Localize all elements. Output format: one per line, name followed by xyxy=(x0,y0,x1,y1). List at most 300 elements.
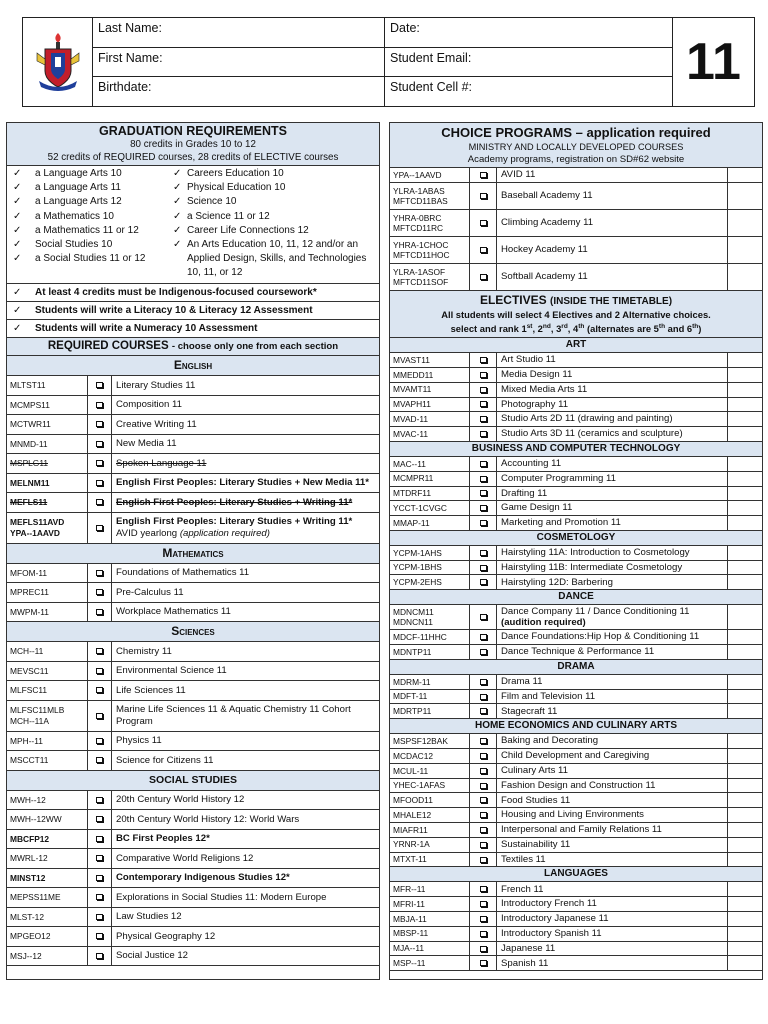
course-row xyxy=(390,457,762,472)
course-checkbox[interactable] xyxy=(88,603,112,622)
course-code-primary: MBSP-11 xyxy=(393,928,429,939)
course-checkbox[interactable] xyxy=(470,823,497,837)
course-checkbox[interactable] xyxy=(88,435,112,454)
required-section-header: English xyxy=(7,356,379,376)
course-name-line: Chemistry 11 xyxy=(116,645,172,657)
course-row xyxy=(390,793,762,808)
course-checkbox[interactable] xyxy=(470,704,497,718)
checkbox-icon xyxy=(480,274,487,280)
course-checkbox[interactable] xyxy=(88,396,112,415)
course-checkbox[interactable] xyxy=(470,605,497,629)
course-row xyxy=(390,779,762,794)
rank-cell[interactable] xyxy=(727,690,762,704)
rank-cell[interactable] xyxy=(727,823,762,837)
course-code xyxy=(7,927,88,946)
course-code-primary: MVAD-11 xyxy=(393,413,429,424)
elective-section-header: DRAMA xyxy=(390,660,762,675)
course-row xyxy=(7,869,379,889)
course-checkbox[interactable] xyxy=(88,454,112,473)
course-name xyxy=(497,413,727,425)
grad-note-row xyxy=(7,320,379,338)
checkmark-icon: ✓ xyxy=(13,305,22,316)
checkbox-icon xyxy=(480,886,487,892)
course-checkbox[interactable] xyxy=(88,751,112,770)
course-code-primary: YLRA-1ASOF xyxy=(393,266,446,277)
course-name-line: Housing and Living Environments xyxy=(501,809,644,821)
rank-cell[interactable] xyxy=(727,779,762,793)
course-checkbox[interactable] xyxy=(470,383,497,397)
course-name-line: Art Studio 11 xyxy=(501,354,556,366)
course-code xyxy=(390,749,470,763)
course-code-primary: MLST-12 xyxy=(10,911,44,922)
rank-cell[interactable] xyxy=(727,237,762,263)
checkbox-icon xyxy=(96,894,103,900)
checkmark-icon: ✓ xyxy=(13,253,22,265)
course-code-primary: YPA--1AAVD xyxy=(393,169,442,180)
course-code-primary: MINST12 xyxy=(10,872,46,883)
course-row xyxy=(7,603,379,623)
checkbox-icon xyxy=(480,753,487,759)
rank-cell[interactable] xyxy=(727,546,762,560)
course-code-primary: MVAPH11 xyxy=(393,399,431,410)
course-checkbox[interactable] xyxy=(470,412,497,426)
grad-note-label: Students will write a Literacy 10 & Literacy 12 Assessment xyxy=(35,305,313,316)
checkbox-icon xyxy=(480,565,487,571)
course-checkbox[interactable] xyxy=(470,487,497,501)
checkmark-icon: ✓ xyxy=(173,210,182,222)
course-checkbox[interactable] xyxy=(470,779,497,793)
course-name xyxy=(112,872,379,884)
rank-cell[interactable] xyxy=(727,353,762,367)
course-checkbox[interactable] xyxy=(470,897,497,911)
course-code-primary: MHALE12 xyxy=(393,809,432,820)
grad-requirement-item xyxy=(13,181,173,195)
course-name-line: Dance Foundations:Hip Hop & Conditioning 11 xyxy=(501,631,700,643)
course-checkbox[interactable] xyxy=(470,808,497,822)
rank-cell[interactable] xyxy=(727,912,762,926)
checkbox-icon xyxy=(480,634,487,640)
grad-requirement-label: Social Studies 10 xyxy=(35,239,113,251)
course-row xyxy=(390,516,762,531)
course-row xyxy=(7,564,379,584)
course-name-line: Spoken Language 11 xyxy=(116,457,207,469)
course-row xyxy=(7,642,379,662)
checkbox-icon xyxy=(96,460,103,466)
rank-cell[interactable] xyxy=(727,368,762,382)
course-code-secondary: MFTCD11BAS xyxy=(393,196,448,206)
course-name xyxy=(497,502,727,514)
course-name xyxy=(497,458,727,470)
course-checkbox[interactable] xyxy=(470,368,497,382)
checkmark-icon: ✓ xyxy=(173,239,182,251)
course-name xyxy=(497,676,727,688)
course-code-primary: MWH--12WW xyxy=(10,814,62,824)
course-checkbox[interactable] xyxy=(470,912,497,926)
course-code-primary: MSPSF12BAK xyxy=(393,735,448,746)
rank-cell[interactable] xyxy=(727,630,762,644)
course-code-primary: MDNTP11 xyxy=(393,646,432,657)
rank-cell[interactable] xyxy=(727,561,762,575)
course-checkbox[interactable] xyxy=(470,793,497,807)
course-name-line: Environmental Science 11 xyxy=(116,665,227,676)
rank-cell[interactable] xyxy=(727,168,762,182)
course-name-line: Textiles 11 xyxy=(501,853,546,865)
checkbox-icon xyxy=(96,933,103,939)
course-checkbox[interactable] xyxy=(470,353,497,367)
date-field[interactable]: Date: xyxy=(385,18,672,48)
course-code-primary: MTDRF11 xyxy=(393,488,431,499)
course-code-primary: MCUL-11 xyxy=(393,765,429,776)
course-name xyxy=(497,369,727,381)
course-name-line: Stagecraft 11 xyxy=(501,705,558,717)
course-checkbox[interactable] xyxy=(470,501,497,515)
course-name xyxy=(497,190,727,202)
course-row xyxy=(390,690,762,705)
course-code-primary: MPGEO12 xyxy=(10,931,51,941)
rank-cell[interactable] xyxy=(727,927,762,941)
course-name xyxy=(112,931,379,943)
rank-cell[interactable] xyxy=(727,749,762,763)
course-checkbox[interactable] xyxy=(470,210,497,236)
course-row xyxy=(7,396,379,416)
course-code xyxy=(390,808,470,822)
course-checkbox[interactable] xyxy=(470,168,497,182)
grad-requirement-item xyxy=(173,224,379,238)
course-row xyxy=(390,368,762,383)
course-name-line: New Media 11 xyxy=(116,438,177,449)
checkbox-icon xyxy=(480,172,487,178)
rank-cell[interactable] xyxy=(727,956,762,970)
grad-requirement-item xyxy=(173,210,379,224)
course-checkbox[interactable] xyxy=(88,791,112,810)
course-checkbox[interactable] xyxy=(88,493,112,512)
course-checkbox[interactable] xyxy=(88,474,112,493)
course-checkbox[interactable] xyxy=(88,869,112,888)
grad-requirement-item xyxy=(173,238,379,281)
course-checkbox[interactable] xyxy=(470,838,497,852)
course-code xyxy=(7,435,88,454)
course-code-primary: MDCF-11HHC xyxy=(393,631,447,642)
rank-cell[interactable] xyxy=(727,398,762,412)
checkbox-icon xyxy=(96,480,103,486)
course-name xyxy=(112,516,379,539)
course-checkbox[interactable] xyxy=(88,642,112,661)
course-code xyxy=(390,561,470,575)
course-checkbox[interactable] xyxy=(88,830,112,849)
course-name-line: Baseball Academy 11 xyxy=(501,190,593,202)
course-code xyxy=(390,734,470,748)
checkbox-icon xyxy=(96,953,103,959)
course-row xyxy=(390,645,762,660)
student-info-header xyxy=(22,17,755,107)
course-row xyxy=(390,501,762,516)
course-code-primary: MDRM-11 xyxy=(393,676,431,687)
course-checkbox[interactable] xyxy=(470,942,497,956)
course-code xyxy=(390,457,470,471)
student-contact-column xyxy=(385,18,673,106)
course-checkbox[interactable] xyxy=(88,583,112,602)
rank-cell[interactable] xyxy=(727,516,762,530)
course-row xyxy=(390,823,762,838)
rank-cell[interactable] xyxy=(727,183,762,209)
rank-cell[interactable] xyxy=(727,734,762,748)
checkmark-icon: ✓ xyxy=(13,224,22,236)
required-subtitle: - choose only one from each section xyxy=(171,341,339,352)
course-checkbox[interactable] xyxy=(88,513,112,543)
course-checkbox[interactable] xyxy=(470,853,497,867)
course-checkbox[interactable] xyxy=(88,810,112,829)
course-code xyxy=(390,793,470,807)
course-code xyxy=(7,474,88,493)
course-checkbox[interactable] xyxy=(470,237,497,263)
first-name-field[interactable]: First Name: xyxy=(93,48,384,78)
course-checkbox[interactable] xyxy=(470,764,497,778)
course-checkbox[interactable] xyxy=(470,749,497,763)
rank-cell[interactable] xyxy=(727,838,762,852)
course-code-secondary: YPA--1AAVD xyxy=(10,527,60,538)
checkmark-icon: ✓ xyxy=(13,182,22,194)
course-code-primary: MWPM-11 xyxy=(10,606,49,617)
checkbox-icon xyxy=(96,836,103,842)
course-name-line: Photography 11 xyxy=(501,398,569,410)
course-code xyxy=(7,603,88,622)
course-checkbox[interactable] xyxy=(88,849,112,868)
course-name-line: Hairstyling 11B: Intermediate Cosmetology xyxy=(501,561,683,573)
student-cell-field[interactable]: Student Cell #: xyxy=(390,80,472,95)
elective-section-header: ART xyxy=(390,338,762,353)
course-name-line: Studio Arts 3D 11 (ceramics and sculpture) xyxy=(501,428,683,440)
rank-cell[interactable] xyxy=(727,853,762,867)
elective-section-header: COSMETOLOGY xyxy=(390,531,762,546)
rank-cell[interactable] xyxy=(727,501,762,515)
course-checkbox[interactable] xyxy=(470,575,497,589)
course-code xyxy=(390,398,470,412)
checkmark-icon: ✓ xyxy=(173,168,182,179)
course-code xyxy=(390,897,470,911)
course-name-line: 20th Century World History 12 xyxy=(116,794,245,805)
course-name-line: 20th Century World History 12: World Wars xyxy=(116,813,300,825)
course-checkbox[interactable] xyxy=(88,927,112,946)
course-code xyxy=(390,487,470,501)
course-checkbox[interactable] xyxy=(470,690,497,704)
course-code xyxy=(7,791,88,810)
course-code xyxy=(7,701,88,731)
rank-cell[interactable] xyxy=(727,793,762,807)
course-name xyxy=(497,706,727,718)
rank-cell[interactable] xyxy=(727,472,762,486)
checkbox-icon xyxy=(480,490,487,496)
course-name xyxy=(497,809,727,821)
rank-cell[interactable] xyxy=(727,264,762,290)
course-checkbox[interactable] xyxy=(88,908,112,927)
course-code-primary: MSPLG11 xyxy=(10,458,49,468)
grad-requirement-label: a Language Arts 11 xyxy=(35,182,121,194)
grad-requirement-label: Career Life Connections 12 xyxy=(187,224,309,236)
checkbox-icon xyxy=(96,570,103,576)
course-code xyxy=(390,675,470,689)
course-name xyxy=(112,911,379,923)
course-checkbox[interactable] xyxy=(470,734,497,748)
checkbox-icon xyxy=(480,946,487,952)
rank-cell[interactable] xyxy=(727,605,762,629)
course-code xyxy=(390,210,470,236)
course-code xyxy=(7,681,88,700)
course-checkbox[interactable] xyxy=(88,732,112,751)
student-email-field[interactable]: Student Email: xyxy=(385,48,672,78)
course-checkbox[interactable] xyxy=(470,882,497,896)
course-name-line: Food Studies 11 xyxy=(501,794,571,806)
course-row xyxy=(7,751,379,771)
course-row xyxy=(390,675,762,690)
course-code xyxy=(7,564,88,583)
course-checkbox[interactable] xyxy=(470,561,497,575)
last-name-field[interactable]: Last Name: xyxy=(93,18,384,48)
course-code-primary: MIAFR11 xyxy=(393,824,428,835)
course-checkbox[interactable] xyxy=(88,564,112,583)
rank-cell[interactable] xyxy=(727,942,762,956)
course-name xyxy=(112,704,379,727)
course-name xyxy=(497,735,727,747)
grad-requirement-label: Science 10 xyxy=(187,196,237,208)
graduation-requirements-header xyxy=(7,123,379,166)
course-checkbox[interactable] xyxy=(470,516,497,530)
course-code-primary: MBCFP12 xyxy=(10,833,50,844)
grad-requirement-label: Physical Education 10 xyxy=(187,182,286,194)
course-name xyxy=(497,473,727,485)
course-name xyxy=(112,755,379,767)
course-name xyxy=(497,958,727,970)
rank-cell[interactable] xyxy=(727,575,762,589)
rank-cell[interactable] xyxy=(727,645,762,659)
course-code-primary: MCH--11 xyxy=(10,646,44,656)
course-checkbox[interactable] xyxy=(88,701,112,731)
electives-header xyxy=(390,291,762,338)
course-row xyxy=(390,575,762,590)
course-code xyxy=(7,513,88,543)
course-name-line: English First Peoples: Literary Studies + New Media 11* xyxy=(116,477,369,488)
course-code xyxy=(390,501,470,515)
rank-cell[interactable] xyxy=(727,457,762,471)
checkbox-icon xyxy=(480,708,487,714)
course-code-primary: YHRA-0BRC xyxy=(393,212,442,223)
birthdate-field[interactable]: Birthdate: xyxy=(98,80,152,95)
checkmark-icon: ✓ xyxy=(173,224,182,236)
rank-cell[interactable] xyxy=(727,675,762,689)
course-checkbox[interactable] xyxy=(88,888,112,907)
checkmark-icon: ✓ xyxy=(173,182,182,194)
course-checkbox[interactable] xyxy=(470,264,497,290)
course-code-primary: MMEDD11 xyxy=(393,369,434,380)
electives-title2: (INSIDE THE TIMETABLE) xyxy=(550,296,673,307)
rank-cell[interactable] xyxy=(727,764,762,778)
checkbox-icon xyxy=(480,372,487,378)
course-checkbox[interactable] xyxy=(470,472,497,486)
course-checkbox[interactable] xyxy=(470,398,497,412)
grad-note-row xyxy=(7,284,379,302)
rank-cell[interactable] xyxy=(727,383,762,397)
student-name-column xyxy=(93,18,385,106)
course-checkbox[interactable] xyxy=(470,675,497,689)
course-name xyxy=(497,824,727,836)
course-code xyxy=(7,415,88,434)
checkbox-icon xyxy=(480,960,487,966)
grad-note-row xyxy=(7,302,379,320)
course-checkbox[interactable] xyxy=(470,427,497,441)
rank-cell[interactable] xyxy=(727,882,762,896)
rank-cell[interactable] xyxy=(727,412,762,426)
grad-requirements-list xyxy=(7,166,379,284)
grad-notes xyxy=(7,284,379,338)
course-name xyxy=(112,950,379,962)
course-name xyxy=(497,884,727,896)
course-name-line: Studio Arts 2D 11 (drawing and painting) xyxy=(501,413,673,425)
course-checkbox[interactable] xyxy=(88,662,112,681)
course-checkbox[interactable] xyxy=(470,927,497,941)
course-code-primary: MBJA-11 xyxy=(393,913,427,924)
rank-cell[interactable] xyxy=(727,897,762,911)
course-row xyxy=(390,183,762,210)
checkbox-icon xyxy=(480,520,487,526)
course-name-line: Composition 11 xyxy=(116,399,182,410)
course-checkbox[interactable] xyxy=(470,645,497,659)
rank-cell[interactable] xyxy=(727,487,762,501)
rank-cell[interactable] xyxy=(727,210,762,236)
checkbox-icon xyxy=(480,614,487,620)
course-name xyxy=(112,458,379,470)
course-checkbox[interactable] xyxy=(470,546,497,560)
course-code-primary: MFOM-11 xyxy=(10,567,48,578)
course-code-primary: MEPSS11ME xyxy=(10,892,61,902)
course-checkbox[interactable] xyxy=(470,956,497,970)
course-code-primary: MDNCM11 xyxy=(393,606,434,617)
course-row xyxy=(390,605,762,630)
course-checkbox[interactable] xyxy=(88,415,112,434)
course-row xyxy=(390,237,762,264)
course-name-line: French 11 xyxy=(501,883,544,895)
course-code xyxy=(390,368,470,382)
checkmark-icon: ✓ xyxy=(13,239,22,251)
choice-title: CHOICE PROGRAMS – application required xyxy=(441,125,711,140)
course-name-line: Contemporary Indigenous Studies 12* xyxy=(116,872,290,883)
course-checkbox[interactable] xyxy=(88,947,112,966)
course-code-primary: MSP--11 xyxy=(393,958,426,969)
course-checkbox[interactable] xyxy=(88,681,112,700)
rank-cell[interactable] xyxy=(727,808,762,822)
course-name-line: Computer Programming 11 xyxy=(501,472,616,484)
course-code-primary: MEFLS11 xyxy=(10,497,48,507)
required-section-header: Sciences xyxy=(7,622,379,642)
course-code xyxy=(7,376,88,395)
course-checkbox[interactable] xyxy=(470,457,497,471)
course-name-line: Pre-Calculus 11 xyxy=(116,586,184,598)
rank-cell[interactable] xyxy=(727,704,762,718)
course-row xyxy=(390,383,762,398)
course-name-line: Comparative World Religions 12 xyxy=(116,852,254,864)
checkbox-icon xyxy=(96,914,103,920)
course-checkbox[interactable] xyxy=(88,376,112,395)
course-name-line: Dance Company 11 / Dance Conditioning 11 xyxy=(501,605,690,617)
course-name xyxy=(497,839,727,851)
course-checkbox[interactable] xyxy=(470,183,497,209)
grad-requirement-label: Careers Education 10 xyxy=(187,168,284,179)
course-row xyxy=(390,808,762,823)
course-code-primary: MFRI-11 xyxy=(393,898,425,909)
rank-cell[interactable] xyxy=(727,427,762,441)
course-checkbox[interactable] xyxy=(470,630,497,644)
course-code xyxy=(390,546,470,560)
course-code-primary: MFR--11 xyxy=(393,884,426,895)
course-code-primary: YCPM-1BHS xyxy=(393,562,442,573)
